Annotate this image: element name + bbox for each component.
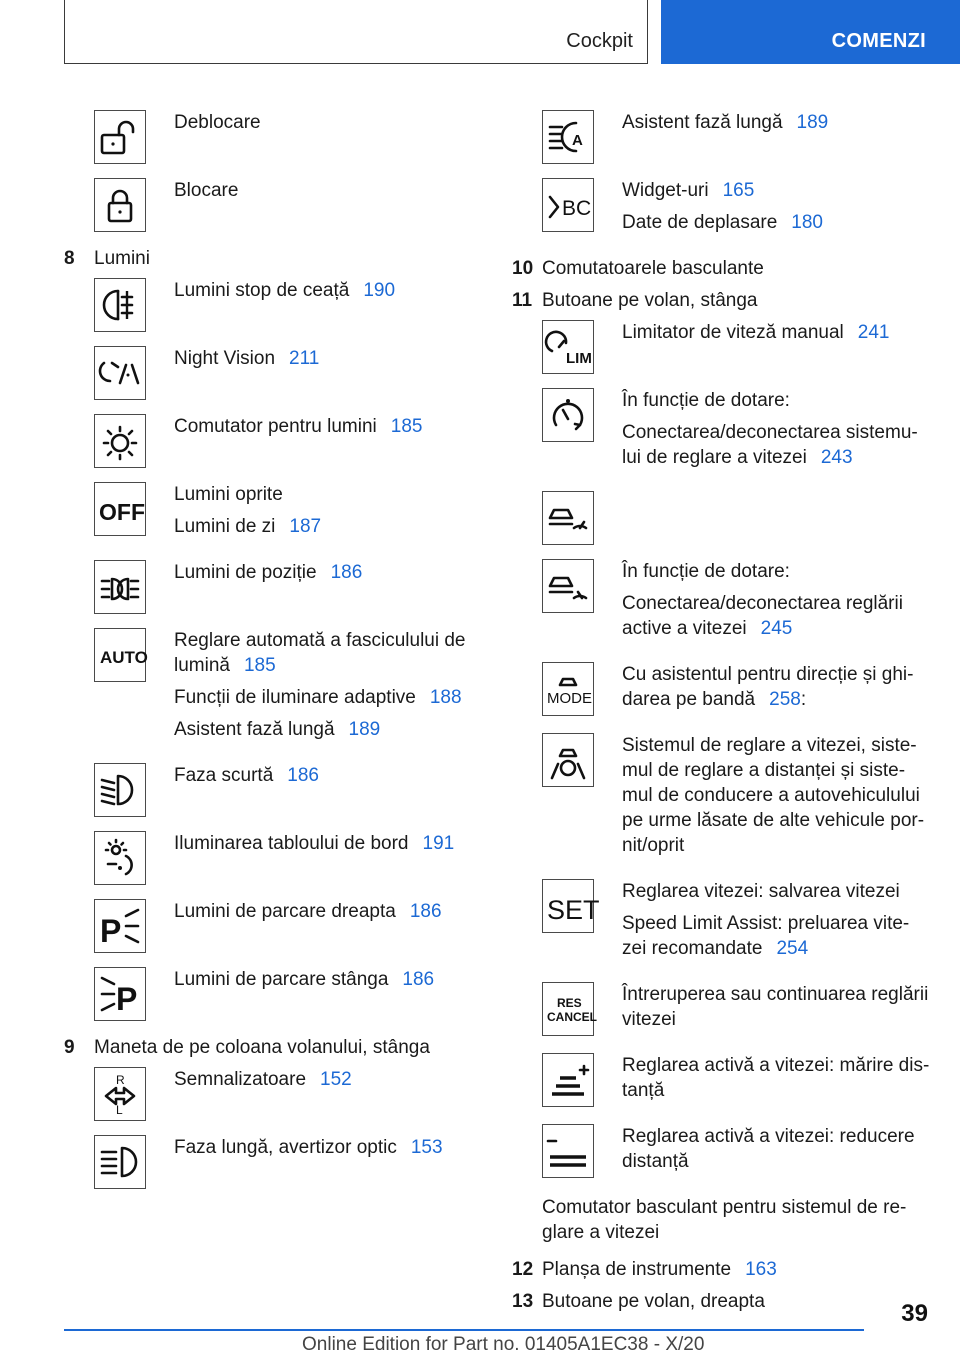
numbered-heading: [512, 288, 932, 313]
page-reference-link[interactable]: 258: [769, 689, 801, 710]
entry-suffix: :: [800, 689, 807, 710]
speed-limiter-icon-graphic: [546, 327, 590, 367]
entry-label: Blocare: [174, 180, 239, 201]
entry-label: Asistent fază lungă: [174, 719, 335, 740]
entry-line: [174, 278, 474, 303]
footer-divider: [64, 1329, 864, 1331]
high-beam-assist-icon: [542, 110, 594, 164]
entry-text: [622, 178, 932, 242]
entry-text: [174, 899, 474, 931]
icon-entry: [64, 831, 474, 885]
cruise-control-icon: [542, 388, 594, 442]
icon-entry: [512, 320, 932, 374]
svg-text:P: P: [100, 913, 122, 949]
entry-text: [174, 482, 474, 546]
rear-fog-light-icon-graphic: [98, 285, 142, 325]
page-reference-link[interactable]: 187: [289, 516, 322, 537]
item-number: 12: [512, 1259, 534, 1280]
item-number: 9: [64, 1037, 75, 1058]
page-reference-link[interactable]: 185: [243, 655, 276, 676]
entry-line: [174, 560, 474, 585]
page-reference-link[interactable]: 186: [287, 765, 319, 786]
entry-wrapper: [64, 763, 474, 817]
header-section-title: Cockpit: [566, 30, 633, 52]
icon-entry: [64, 763, 474, 817]
page-reference-link[interactable]: 189: [796, 112, 829, 133]
page-reference-link[interactable]: 254: [776, 938, 809, 959]
svg-text:R: R: [116, 1073, 125, 1087]
entry-wrapper: [64, 628, 474, 749]
entry-label: Reglarea vitezei: salvarea vitezei: [622, 881, 900, 902]
entry-wrapper: [64, 278, 474, 332]
active-cruise-alt-icon-graphic: [546, 566, 590, 606]
entry-text: [174, 967, 474, 999]
entry-wrapper: [512, 388, 932, 477]
active-cruise-alt-icon: [542, 559, 594, 613]
entry-text: [622, 662, 932, 719]
icon-entry: [512, 879, 932, 968]
header-section-box: [64, 0, 648, 64]
page-reference-link[interactable]: 186: [402, 969, 435, 990]
right-column: [512, 110, 932, 1321]
item-number: 11: [512, 290, 533, 311]
entry-wrapper: [64, 967, 474, 1021]
entry-label: Întreruperea sau continuarea reglării vitezei: [622, 984, 929, 1030]
entry-text: [174, 414, 474, 446]
entry-label: Limitator de viteză manual: [622, 322, 844, 343]
distance-decrease-icon: [542, 1124, 594, 1178]
lock-icon: [94, 178, 146, 232]
icon-entry: [64, 278, 474, 332]
entry-line: [174, 1067, 474, 1092]
icon-entry: [512, 178, 932, 242]
page-reference-link[interactable]: 185: [390, 416, 423, 437]
header-chapter-title: COMENZI: [831, 30, 926, 52]
edition-note: Online Edition for Part no. 01405A1EC38 - X/20: [302, 1334, 705, 1355]
entry-wrapper: [512, 320, 932, 374]
entry-label: Funcții de iluminare adaptive: [174, 687, 416, 708]
entry-label: Lumini de zi: [174, 516, 276, 537]
icon-entry: [512, 733, 932, 865]
entry-wrapper: [64, 1135, 474, 1189]
steering-assist-icon-graphic: [546, 740, 590, 780]
entry-text: [174, 178, 474, 210]
item-title: Comutatoarele basculante: [542, 258, 764, 279]
entry-line: [622, 879, 932, 904]
entry-line: [622, 1124, 932, 1174]
entry-line: [622, 662, 932, 712]
low-beam-icon: [94, 763, 146, 817]
entry-label: Deblocare: [174, 112, 261, 133]
icon-entry: [64, 967, 474, 1021]
auto-headlight-icon-graphic: [98, 635, 148, 675]
distance-decrease-icon-graphic: [546, 1131, 590, 1171]
entry-line: [174, 628, 474, 678]
numbered-heading: [64, 1035, 474, 1060]
entry-label: Widget-uri: [622, 180, 709, 201]
entry-text: [174, 628, 474, 749]
entry-label: Reglarea activă a vitezei: mărire dis-tanță: [622, 1055, 930, 1101]
entry-line: [622, 420, 932, 470]
entry-line: [622, 591, 932, 641]
active-cruise-icon-graphic: [546, 498, 590, 538]
item-number: 8: [64, 248, 75, 269]
night-vision-icon: [94, 346, 146, 400]
page-reference-link[interactable]: 186: [330, 562, 363, 583]
entry-label: În funcție de dotare:: [622, 561, 790, 582]
turn-signal-icon-graphic: [98, 1073, 142, 1117]
entry-line: [622, 559, 932, 584]
left-column: [64, 110, 474, 1203]
entry-wrapper: [512, 662, 932, 719]
header-chapter-tab[interactable]: [661, 0, 960, 64]
entry-label: Speed Limit Assist: preluarea vite-zei recomandate: [622, 913, 910, 959]
high-beam-icon-graphic: [98, 1142, 142, 1182]
page-reference-link[interactable]: 163: [745, 1259, 777, 1280]
entry-label: Lumini de poziție: [174, 562, 317, 583]
entry-label: Conectarea/deconectarea sistemu-lui de reglare a vitezei: [622, 422, 918, 468]
entry-text: [174, 763, 474, 795]
turn-signal-icon: [94, 1067, 146, 1121]
icon-entry: [512, 662, 932, 719]
svg-text:A: A: [572, 132, 583, 149]
icon-entry: [64, 346, 474, 400]
icon-entry: [64, 110, 474, 164]
lights-off-icon-graphic: [98, 489, 145, 529]
entry-text: [622, 982, 932, 1039]
entry-line: [622, 982, 932, 1032]
rocker-switch-note: Comutator basculant pentru sistemul de re-glare a vitezei: [542, 1197, 907, 1243]
bc-button-icon-graphic: [546, 185, 590, 225]
entry-label: Faza lungă, avertizor optic: [174, 1137, 397, 1158]
icon-entry: [64, 178, 474, 232]
entry-label: Lumini oprite: [174, 484, 283, 505]
page-reference-link[interactable]: 186: [409, 901, 442, 922]
entry-label: Cu asistentul pentru direcție și ghi-darea pe bandă: [622, 664, 914, 710]
entry-line: [622, 1053, 932, 1103]
svg-text:RES: RES: [557, 996, 582, 1010]
high-beam-assist-icon-graphic: [546, 117, 590, 157]
entry-label: Sistemul de reglare a vitezei, siste-mul de reglare a distanței și siste-mul de conducere a autovehiculului pe urme lăsate de alte vehicule por-nit/oprit: [622, 735, 925, 856]
entry-line: [622, 210, 932, 235]
entry-wrapper: [512, 559, 932, 648]
page-reference-link[interactable]: 241: [857, 322, 890, 343]
numbered-heading: [512, 1289, 932, 1314]
svg-text:P: P: [116, 981, 138, 1017]
svg-text:BC: BC: [562, 197, 592, 220]
icon-entry: [64, 482, 474, 546]
svg-text:CANCEL: CANCEL: [547, 1010, 597, 1024]
icon-entry: [64, 1135, 474, 1189]
entry-text: [174, 831, 474, 863]
entry-label: Lumini de parcare stânga: [174, 969, 389, 990]
parking-light-left-icon: [94, 967, 146, 1021]
distance-increase-icon-graphic: [546, 1060, 590, 1100]
item-number: 13: [512, 1291, 534, 1312]
page-number: 39: [901, 1300, 928, 1327]
entry-line: [622, 733, 932, 858]
entry-wrapper: [512, 491, 932, 545]
entry-wrapper: [512, 1124, 932, 1181]
item-title: Maneta de pe coloana volanului, stânga: [94, 1037, 430, 1058]
page-reference-link[interactable]: 153: [410, 1137, 443, 1158]
set-button-icon: [542, 879, 600, 933]
entry-wrapper: [512, 110, 932, 164]
bc-button-icon: [542, 178, 594, 232]
entry-line: [174, 763, 474, 788]
icon-entry: [64, 414, 474, 468]
icon-entry: [64, 560, 474, 614]
entry-wrapper: [64, 831, 474, 885]
numbered-heading: [512, 256, 932, 281]
entry-text: [174, 346, 474, 378]
entry-line: [622, 320, 932, 345]
entry-label: Faza scurtă: [174, 765, 274, 786]
entry-wrapper: [64, 346, 474, 400]
entry-line: [174, 346, 474, 371]
item-title: Butoane pe volan, dreapta: [542, 1291, 765, 1312]
entry-line: [174, 110, 474, 135]
unlock-icon: [94, 110, 146, 164]
entry-text: [622, 879, 932, 968]
parking-light-right-icon-graphic: [98, 906, 142, 949]
page-reference-link[interactable]: 188: [429, 687, 462, 708]
entry-line: [622, 388, 932, 413]
entry-text: [622, 388, 932, 477]
cruise-control-icon-graphic: [546, 395, 590, 435]
icon-entry: [512, 110, 932, 164]
entry-line: [174, 1135, 474, 1160]
entry-wrapper: [64, 1067, 474, 1121]
entry-text: [622, 733, 932, 865]
entry-wrapper: [64, 110, 474, 164]
entry-line: [174, 514, 474, 539]
entry-wrapper: [64, 178, 474, 232]
entry-text: [622, 110, 932, 142]
entry-label: Lumini stop de ceață: [174, 280, 350, 301]
item-number: 10: [512, 258, 534, 279]
entry-line: [174, 178, 474, 203]
parking-light-right-icon: [94, 899, 146, 953]
page-reference-link[interactable]: 152: [320, 1069, 352, 1090]
light-switch-icon: [94, 414, 146, 468]
dashboard-lighting-icon-graphic: [98, 838, 142, 878]
rear-fog-light-icon: [94, 278, 146, 332]
active-cruise-icon: [542, 491, 594, 545]
entry-text: [174, 560, 474, 592]
svg-text:SET: SET: [547, 895, 600, 925]
svg-text:MODE: MODE: [547, 690, 592, 707]
entry-line: [174, 685, 474, 710]
icon-entry: [512, 1124, 932, 1181]
lock-icon-graphic: [98, 185, 142, 225]
auto-headlight-icon: [94, 628, 146, 682]
entry-label: Asistent fază lungă: [622, 112, 783, 133]
entry-line: [622, 178, 932, 203]
entry-line: [174, 967, 474, 992]
entry-wrapper: [512, 178, 932, 242]
entry-label: Reglarea activă a vitezei: reducere distanță: [622, 1126, 915, 1172]
speed-limiter-icon: [542, 320, 594, 374]
page-reference-link[interactable]: 190: [363, 280, 396, 301]
numbered-heading: [64, 246, 474, 271]
entry-label: Night Vision: [174, 348, 276, 369]
icon-entry: [512, 1053, 932, 1110]
entry-wrapper: [64, 482, 474, 546]
icon-entry: [512, 491, 932, 545]
res-cancel-icon-graphic: [546, 989, 597, 1029]
parking-light-left-icon-graphic: [98, 974, 142, 1017]
entry-text: [174, 1135, 474, 1167]
entry-wrapper: [64, 899, 474, 953]
page-reference-link[interactable]: 191: [422, 833, 455, 854]
entry-wrapper: [64, 560, 474, 614]
page-reference-link[interactable]: 180: [791, 212, 823, 233]
svg-text:OFF: OFF: [99, 499, 145, 525]
entry-label: Lumini de parcare dreapta: [174, 901, 396, 922]
icon-entry: [64, 899, 474, 953]
set-button-icon-graphic: [546, 886, 600, 926]
entry-text: [174, 278, 474, 310]
icon-entry: [64, 1067, 474, 1121]
svg-text:AUTO: AUTO: [100, 648, 148, 667]
mode-button-icon: [542, 662, 594, 716]
page-reference-link[interactable]: 189: [348, 719, 381, 740]
page-reference-link[interactable]: 243: [820, 447, 853, 468]
entry-line: [622, 110, 932, 135]
entry-text: [174, 110, 474, 142]
entry-wrapper: [512, 982, 932, 1039]
distance-increase-icon: [542, 1053, 594, 1107]
entry-label: În funcție de dotare:: [622, 390, 790, 411]
entry-line: [622, 911, 932, 961]
icon-entry: [512, 982, 932, 1039]
entry-label: Comutator pentru lumini: [174, 416, 377, 437]
svg-text:LIM: LIM: [566, 350, 592, 367]
numbered-heading: [512, 1257, 932, 1282]
steering-assist-icon: [542, 733, 594, 787]
item-title: Butoane pe volan, stânga: [542, 290, 758, 311]
entry-line: [174, 899, 474, 924]
night-vision-icon-graphic: [98, 353, 142, 393]
entry-line: [174, 414, 474, 439]
page-reference-link[interactable]: 211: [289, 348, 320, 369]
entry-text: [622, 559, 932, 648]
icon-entry: [512, 559, 932, 648]
entry-label: Reglare automată a fasciculului de lumină: [174, 630, 466, 676]
page-reference-link[interactable]: 245: [760, 618, 793, 639]
entry-wrapper: [512, 879, 932, 968]
dashboard-lighting-icon: [94, 831, 146, 885]
icon-entry: [64, 628, 474, 749]
entry-label: Conectarea/deconectarea reglării active a vitezei: [622, 593, 903, 639]
res-cancel-icon: [542, 982, 597, 1036]
item-title: Planșa de instrumente: [542, 1259, 732, 1280]
item-title: Lumini: [94, 248, 150, 269]
parking-lights-icon: [94, 560, 146, 614]
unlock-icon-graphic: [98, 117, 142, 157]
icon-entry: [512, 388, 932, 477]
mode-button-icon-graphic: [546, 669, 590, 709]
entry-text: [622, 1053, 932, 1110]
entry-label: Date de deplasare: [622, 212, 778, 233]
entry-text: [622, 1124, 932, 1181]
entry-label: Semnalizatoare: [174, 1069, 307, 1090]
light-switch-icon-graphic: [98, 421, 142, 461]
entry-text: [622, 320, 932, 352]
svg-text:L: L: [116, 1103, 123, 1117]
low-beam-icon-graphic: [98, 770, 142, 810]
entry-wrapper: [512, 733, 932, 865]
entry-wrapper: [512, 1053, 932, 1110]
page-reference-link[interactable]: 165: [722, 180, 755, 201]
entry-wrapper: [64, 414, 474, 468]
lights-off-icon: [94, 482, 146, 536]
entry-label: Iluminarea tabloului de bord: [174, 833, 409, 854]
entry-line: [174, 831, 474, 856]
parking-lights-icon-graphic: [98, 567, 142, 607]
entry-text: [174, 1067, 474, 1099]
high-beam-icon: [94, 1135, 146, 1189]
entry-line: [174, 717, 474, 742]
entry-line: [174, 482, 474, 507]
